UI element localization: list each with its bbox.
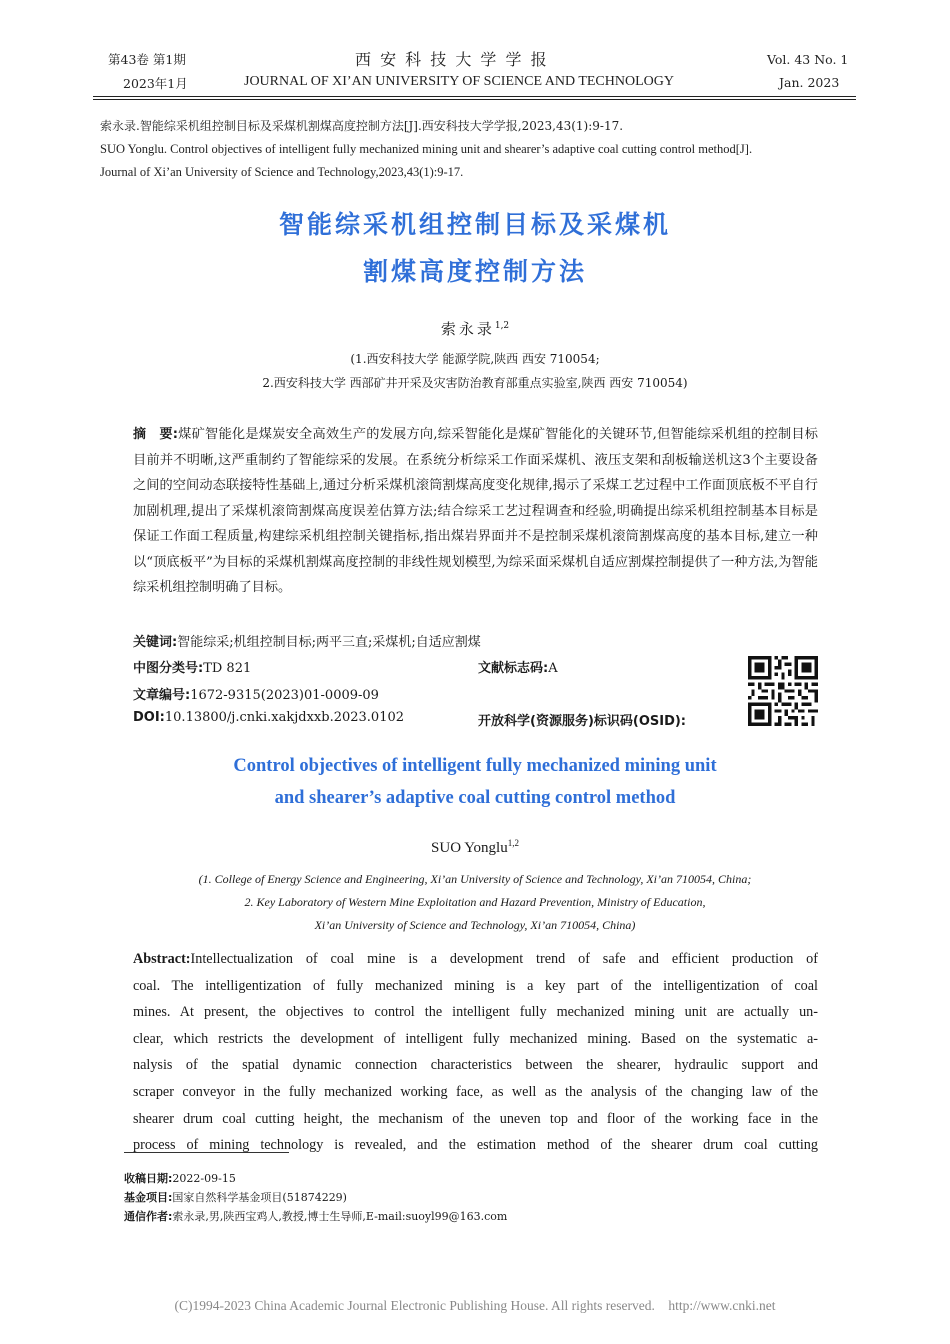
journal-name-cn: 西 安 科 技 大 学 学 报	[355, 50, 549, 69]
abstract-en-line: mines. At present, the objectives to control the intelligent fully mechanized mining unit are actually un-	[133, 1004, 818, 1021]
header-rule-thin	[93, 99, 856, 100]
corr-value: 索永录,男,陕西宝鸡人,教授,博士生导师,E-mail:suoyl99@163.com	[172, 1210, 508, 1223]
author-cn	[0, 318, 950, 339]
author-en-name: SUO Yonglu	[431, 840, 508, 856]
abstract-en-line: clear, which restricts the development of intelligent fully mechanized mining. Based on the systematic a-	[133, 1030, 818, 1047]
corr-label: 通信作者:	[124, 1210, 173, 1223]
doi	[133, 710, 404, 725]
header-rule	[93, 96, 856, 97]
volume-issue-cn: 第43卷 第1期	[108, 52, 186, 67]
abstract-en	[133, 946, 818, 1159]
document-code	[478, 657, 558, 676]
abstract-en-line: scraper conveyor in the fully mechanized working face, as well as the analysis of the changing law of the	[133, 1083, 818, 1100]
affiliation-cn-line1: (1.西安科技大学 能源学院,陕西 西安 710054;	[350, 352, 600, 366]
title-en-line1: Control objectives of intelligent fully mechanized mining unit	[233, 756, 717, 776]
corresponding-author	[124, 1208, 507, 1224]
abstract-en-line1-text: Intellectualization of coal mine is a development trend of safe and efficient production of	[190, 951, 818, 967]
clc-value: TD 821	[203, 661, 252, 676]
osid-qr-code-icon[interactable]	[748, 656, 818, 726]
clc-number	[133, 657, 251, 676]
fund-value: 国家自然科学基金项目(51874229)	[172, 1191, 347, 1204]
doi-value[interactable]: 10.13800/j.cnki.xakjdxxb.2023.0102	[164, 710, 405, 725]
abstract-cn-text: 煤矿智能化是煤炭安全高效生产的发展方向,综采智能化是煤矿智能化的关键环节,但智能综采机组的控制目标目前并不明晰,这严重制约了智能综采的发展。在系统分析综采工作面采煤机、液压支架和刮板输送机这3个主要设备之间的空间动态联接特性基础上,通过分析采煤机滚筒割煤高度变化规律,揭示了采煤工艺过程中工作面顶底板不平自行加剧机理,提出了采煤机滚筒割煤高度误差估算方法;结合综采工艺过程调查和经验,明确提出综采机组控制基本目标是保证工作面工程质量,构建综采机组控制关键指标,指出煤岩界面并不是控制采煤机滚筒割煤高度的基本目标,建立一种以“顶底板平”为目标的采煤机割煤高度控制的非线性规划模型,为综采面采煤机自适应割煤控制提供了一种方法,为智能综采机组控制明确了目标。	[133, 427, 818, 595]
abstract-en-line: shearer drum coal cutting height, the mechanism of the uneven top and floor of the working face in the	[133, 1110, 818, 1127]
author-cn-sup: 1,2	[494, 321, 510, 331]
fund-label: 基金项目:	[124, 1191, 173, 1204]
copyright-notice: (C)1994-2023 China Academic Journal Electronic Publishing House. All rights reserved. http://www.cnki.net	[174, 1298, 776, 1313]
affiliation-en-line3: Xi’an University of Science and Technology, Xi’an 710054, China)	[314, 918, 636, 932]
keywords-cn	[133, 631, 481, 650]
citation-en-line1: SUO Yonglu. Control objectives of intelligent fully mechanized mining unit and shearer’s adaptive coal cutting control method[J].	[100, 142, 753, 156]
abstract-en-label: Abstract:	[133, 951, 191, 967]
clc-label: 中图分类号:	[133, 661, 204, 676]
abstract-en-line: process of mining technology is revealed, and the estimation method of the shearer drum coal cutting	[133, 1137, 818, 1154]
citation-en-line2: Journal of Xi’an University of Science and Technology,2023,43(1):9-17.	[100, 165, 464, 179]
osid	[478, 710, 686, 729]
doccode-label: 文献标志码:	[478, 661, 549, 676]
received-date	[124, 1170, 236, 1186]
affiliation-en-line2: 2. Key Laboratory of Western Mine Exploitation and Hazard Prevention, Ministry of Education,	[244, 895, 706, 909]
author-cn-name: 索永录	[440, 320, 495, 338]
title-cn-line2: 割煤高度控制方法	[362, 257, 587, 286]
footnote-rule	[124, 1152, 289, 1153]
volume-issue-en: Vol. 43 No. 1	[767, 52, 849, 67]
abstract-en-line: coal. The intelligentization of fully mechanized mining is a key part of the intelligentization of coal	[133, 977, 818, 994]
date-cn: 2023年1月	[123, 76, 188, 91]
fund-project	[124, 1189, 347, 1205]
abstract-en-line: nalysis of the spatial dynamic connection characteristics between the shearer, hydraulic support and	[133, 1057, 818, 1074]
received-label: 收稿日期:	[124, 1172, 173, 1185]
doccode-value: A	[548, 661, 558, 676]
keywords-cn-label: 关键词:	[133, 635, 178, 650]
journal-name-en: JOURNAL OF XI’AN UNIVERSITY OF SCIENCE AND TECHNOLOGY	[244, 74, 674, 89]
title-cn-line1: 智能综采机组控制目标及采煤机	[278, 210, 671, 239]
affiliation-cn-line2: 2.西安科技大学 西部矿井开采及灾害防治教育部重点实验室,陕西 西安 710054)	[262, 376, 688, 390]
author-en	[0, 838, 950, 857]
abstract-cn	[133, 422, 818, 601]
article-number	[133, 684, 379, 703]
keywords-cn-text: 智能综采;机组控制目标;两平三直;采煤机;自适应割煤	[177, 635, 481, 650]
affiliation-en-line1: (1. College of Energy Science and Engineering, Xi’an University of Science and Technology, Xi’an 710054, China;	[198, 872, 752, 886]
osid-label: 开放科学(资源服务)标识码(OSID):	[478, 714, 687, 729]
citation-cn: 索永录.智能综采机组控制目标及采煤机割煤高度控制方法[J].西安科技大学学报,2023,43(1):9-17.	[100, 119, 624, 133]
article-value: 1672-9315(2023)01-0009-09	[190, 688, 379, 703]
doi-label: DOI:	[133, 710, 165, 725]
title-en-line2: and shearer’s adaptive coal cutting control method	[274, 788, 676, 808]
article-label: 文章编号:	[133, 688, 191, 703]
received-value: 2022-09-15	[172, 1172, 236, 1185]
abstract-cn-label: 摘 要:	[133, 427, 178, 442]
date-en: Jan. 2023	[779, 75, 840, 90]
author-en-sup: 1,2	[507, 838, 519, 848]
abstract-en-line	[133, 946, 818, 973]
